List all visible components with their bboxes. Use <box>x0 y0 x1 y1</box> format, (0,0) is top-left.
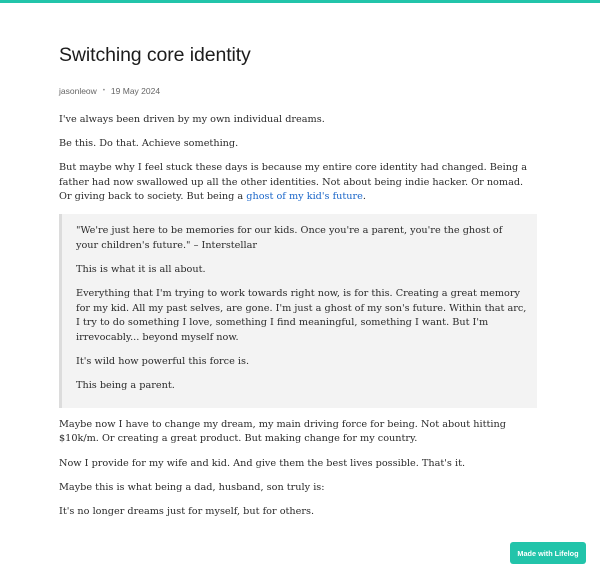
quote-paragraph: Everything that I'm trying to work towards right now, is for this. Creating a great memory for my kid. All my past selves, are gone. I'm just a ghost of my son's future. Within that arc, I try to do something I love, something I find meaningful, something I want. But I'm irrevocably... beyond myself now. <box>76 288 527 344</box>
post-date: 19 May 2024 <box>110 86 161 96</box>
paragraph: Maybe now I have to change my dream, my main driving force for being. Not about hitting $10k/m. Or creating a great product. But making change for my country. <box>59 418 506 445</box>
paragraph: Now I provide for my wife and kid. And give them the best lives possible. That's it. <box>59 457 466 469</box>
post-body <box>59 113 537 519</box>
quote-paragraph: This being a parent. <box>76 380 175 392</box>
author-link[interactable]: jasonleow <box>59 86 97 96</box>
paragraph <box>59 161 537 205</box>
post-meta <box>59 86 537 96</box>
paragraph-text: But maybe why I feel stuck these days is because my entire core identity had changed. Being a father had now swallowed up all the other identities. Not about being indie hacker. Or nomad. Or giving back to society. But being a <box>59 162 528 203</box>
quote-paragraph: This is what it is all about. <box>76 264 206 276</box>
quote-paragraph: "We're just here to be memories for our kids. Once you're a parent, you're the ghost of your children's future." – Interstellar <box>76 225 503 252</box>
blockquote <box>59 214 537 408</box>
blog-post <box>59 44 537 529</box>
paragraph: I've always been driven by my own individual dreams. <box>59 114 325 125</box>
post-title: Switching core identity <box>59 44 251 66</box>
top-accent-bar <box>0 0 600 3</box>
paragraph: It's no longer dreams just for myself, but for others. <box>59 505 315 517</box>
paragraph-end: . <box>362 191 367 203</box>
ghost-of-my-kids-future-link[interactable]: ghost of my kid's future <box>246 191 363 203</box>
meta-separator: • <box>102 88 105 94</box>
made-with-lifelog-button[interactable]: Made with Lifelog <box>510 542 586 564</box>
paragraph: Be this. Do that. Achieve something. <box>59 138 239 150</box>
paragraph: Maybe this is what being a dad, husband, son truly is: <box>59 481 325 493</box>
quote-paragraph: It's wild how powerful this force is. <box>76 356 250 368</box>
